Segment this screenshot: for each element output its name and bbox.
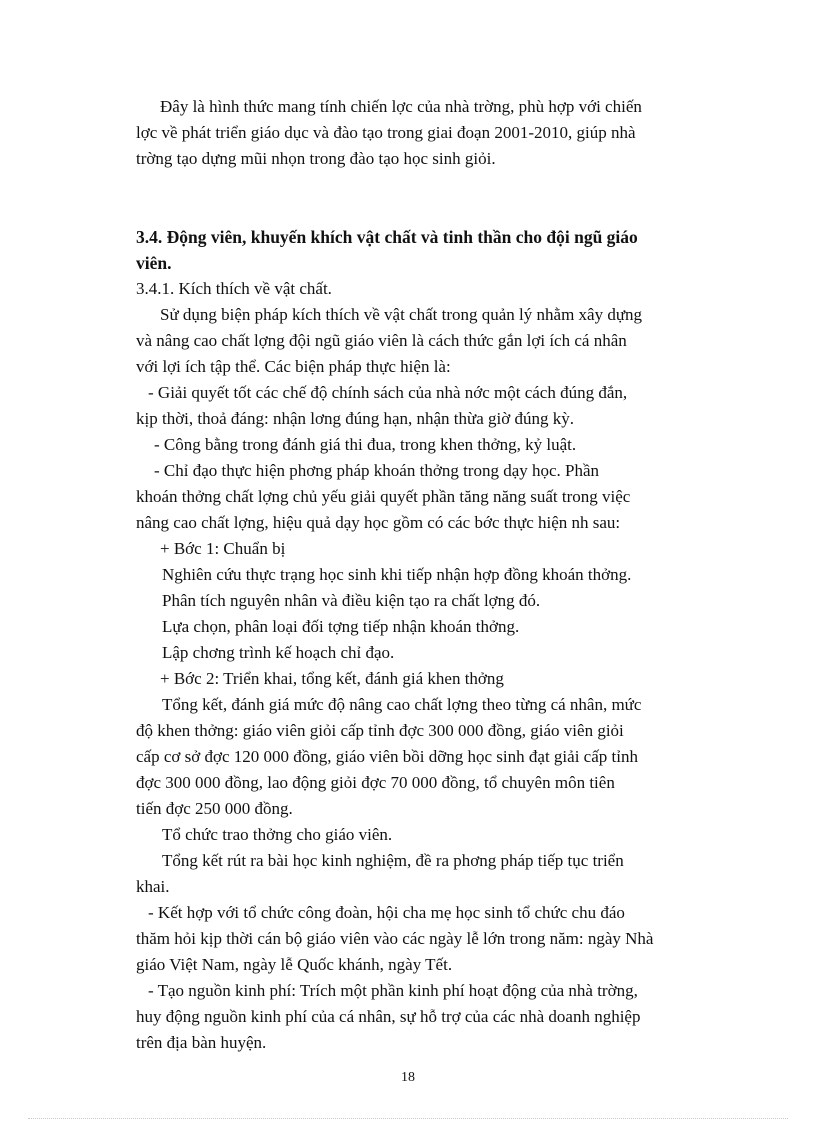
body-line-11: Nghiên cứu thực trạng học sinh khi tiếp nhận hợp đồng khoán thởng. — [162, 565, 632, 584]
body-line-19: đợc 300 000 đồng, lao động giỏi đợc 70 000 đồng, tổ chuyên môn tiên — [136, 773, 615, 792]
body-line-2: và nâng cao chất lợng đội ngũ giáo viên là cách thức gắn lợi ích cá nhân — [136, 331, 627, 350]
body-line-10: + Bớc 1: Chuẩn bị — [160, 539, 286, 558]
body-line-5: kịp thời, thoả đáng: nhận lơng đúng hạn, nhận thừa giờ đúng kỳ. — [136, 409, 574, 428]
page-number: 18 — [401, 1070, 415, 1085]
body-line-24: - Kết hợp với tổ chức công đoàn, hội cha mẹ học sinh tổ chức chu đáo — [148, 903, 625, 922]
body-line-18: cấp cơ sở đợc 120 000 đồng, giáo viên bồi dỡng học sinh đạt giải cấp tỉnh — [136, 747, 638, 766]
body-line-25: thăm hỏi kịp thời cán bộ giáo viên vào các ngày lễ lớn trong năm: ngày Nhà — [136, 929, 654, 948]
body-line-12: Phân tích nguyên nhân và điều kiện tạo ra chất lợng đó. — [162, 591, 541, 610]
body-line-20: tiến đợc 250 000 đồng. — [136, 799, 293, 818]
body-line-4: - Giải quyết tốt các chế độ chính sách của nhà nớc một cách đúng đắn, — [148, 383, 628, 402]
body-line-17: độ khen thởng: giáo viên giỏi cấp tỉnh đợc 300 000 đồng, giáo viên giỏi — [136, 721, 624, 740]
intro-line-1: Đây là hình thức mang tính chiến lợc của nhà trờng, phù hợp với chiến — [160, 97, 642, 116]
body-line-7: - Chỉ đạo thực hiện phơng pháp khoán thởng trong dạy học. Phần — [154, 461, 600, 480]
body-line-23: khai. — [136, 877, 170, 896]
body-line-16: Tổng kết, đánh giá mức độ nâng cao chất lợng theo từng cá nhân, mức — [162, 695, 642, 714]
body-line-9: nâng cao chất lợng, hiệu quả dạy học gồm có các bớc thực hiện nh sau: — [136, 513, 621, 532]
body-line-28: huy động nguồn kinh phí của cá nhân, sự hỗ trợ của các nhà doanh nghiệp — [136, 1007, 641, 1026]
intro-line-2: lợc về phát triển giáo dục và đào tạo trong giai đoạn 2001-2010, giúp nhà — [136, 123, 636, 142]
body-line-26: giáo Việt Nam, ngày lễ Quốc khánh, ngày Tết. — [136, 955, 453, 974]
body-line-22: Tổng kết rút ra bài học kinh nghiệm, đề ra phơng pháp tiếp tục triển — [162, 851, 624, 870]
intro-line-3: trờng tạo dựng mũi nhọn trong đào tạo học sinh giỏi. — [136, 149, 496, 168]
footer-divider — [28, 1118, 788, 1119]
section-heading-line-1: 3.4. Động viên, khuyến khích vật chất và tinh thần cho đội ngũ giáo — [136, 227, 638, 247]
body-line-21: Tổ chức trao thởng cho giáo viên. — [162, 825, 393, 844]
body-line-15: + Bớc 2: Triển khai, tổng kết, đánh giá khen thởng — [160, 669, 504, 688]
subheading: 3.4.1. Kích thích về vật chất. — [136, 279, 332, 298]
body-line-13: Lựa chọn, phân loại đối tợng tiếp nhận khoán thởng. — [162, 617, 520, 636]
body-line-6: - Công bằng trong đánh giá thi đua, trong khen thởng, kỷ luật. — [154, 435, 577, 454]
section-heading-line-2: viên. — [136, 253, 172, 273]
body-line-14: Lập chơng trình kế hoạch chỉ đạo. — [162, 643, 395, 662]
body-line-27: - Tạo nguồn kinh phí: Trích một phần kinh phí hoạt động của nhà trờng, — [148, 981, 638, 1000]
body-line-1: Sử dụng biện pháp kích thích về vật chất trong quản lý nhằm xây dựng — [160, 305, 643, 324]
paragraph-gap — [136, 172, 722, 224]
body-line-29: trên địa bàn huyện. — [136, 1033, 267, 1052]
body-line-3: với lợi ích tập thể. Các biện pháp thực hiện là: — [136, 357, 451, 376]
page-content — [136, 94, 722, 1056]
body-line-8: khoán thởng chất lợng chủ yếu giải quyết phần tăng năng suất trong việc — [136, 487, 631, 506]
